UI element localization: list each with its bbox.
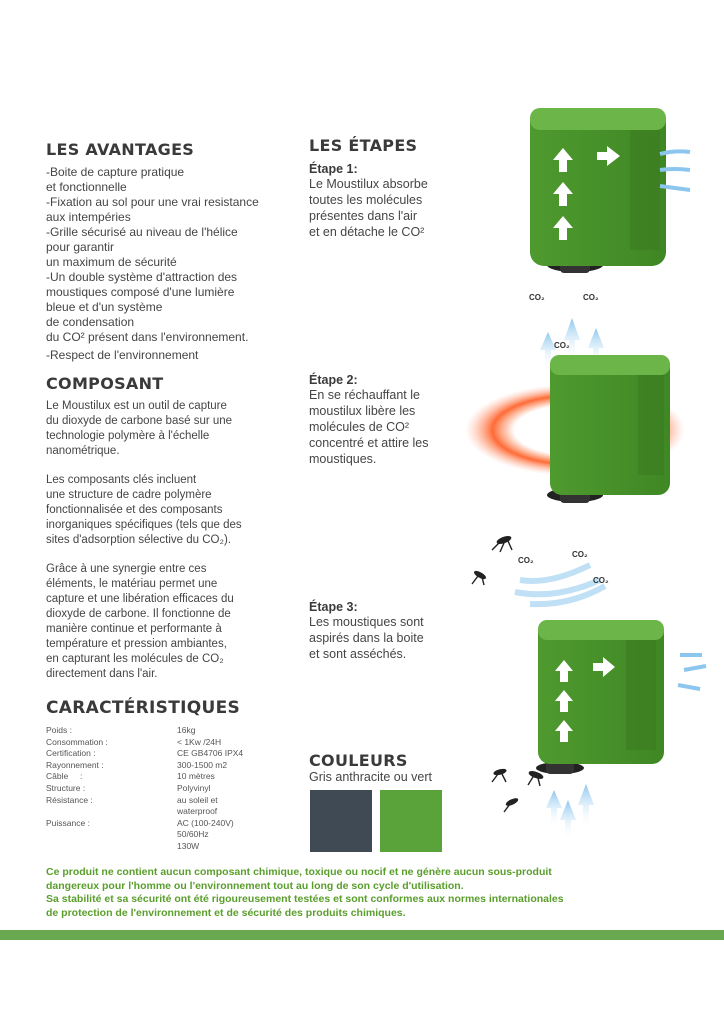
spec-row: Structure : Polyvinyl xyxy=(46,782,211,793)
steps-illustration xyxy=(460,100,724,840)
list-item: et fonctionnelle xyxy=(46,180,127,194)
list-item: aux intempéries xyxy=(46,210,131,224)
swatch-gris-anthracite xyxy=(310,790,372,852)
step-1 xyxy=(309,162,428,240)
spec-row: waterproof xyxy=(177,806,218,817)
co2-label: CO₂ xyxy=(518,556,534,565)
step-3-title: Étape 3: xyxy=(309,600,358,614)
spec-row: Puissance : AC (100-240V) xyxy=(46,817,234,828)
device-step-2 xyxy=(465,355,685,503)
list-item: -Grille sécurisé au niveau de l'hélice xyxy=(46,225,238,239)
mosquitoes-co2-cloud xyxy=(472,535,605,604)
specs-table xyxy=(46,725,286,853)
co2-label: CO₂ xyxy=(593,576,609,585)
co2-label: CO₂ xyxy=(583,293,599,302)
list-item: -Boite de capture pratique xyxy=(46,165,185,179)
composant-paragraph: Les composants clés incluent une structure de cadre polymère fonctionnalisée et des composants inorganiques spécifiques (tels que des sites d'adsorption sélective du CO₂). xyxy=(46,474,242,546)
footer-bar xyxy=(0,930,724,940)
co2-label: CO₂ xyxy=(572,550,588,559)
step-2-text: En se réchauffant le moustilux libère les molécules de CO² concentré et attire les moustiques. xyxy=(309,388,429,466)
step-1-text: Le Moustilux absorbe toutes les molécules présentes dans l'air et en détache le CO² xyxy=(309,177,428,239)
spec-row: Poids : 16kg xyxy=(46,725,196,735)
footer-statement: Ce produit ne contient aucun composant chimique, toxique ou nocif et ne génère aucun sous-produit dangereux pour l'homme ou l'environnement tout au long de son cycle d'utilisation. Sa stabilité et sa sécurité ont été rigoureusement testées et sont conformes aux normes internationales de protection de l'environnement et de sécurité des produits chimiques. xyxy=(46,866,564,919)
spec-row: 130W xyxy=(177,840,200,851)
composant-paragraph: Grâce à une synergie entre ces éléments, le matériau permet une capture et une libération efficaces du dioxyde de carbone. Il fonctionne de manière continue et performante à température et pression ambiantes, en capturant les molécules de CO₂ directement dans l'air. xyxy=(46,563,234,680)
couleurs-title: COULEURS xyxy=(309,751,408,770)
list-item: -Un double système d'attraction des xyxy=(46,270,238,284)
list-item: -Fixation au sol pour une vrai resistance xyxy=(46,195,259,209)
couleurs-subtitle: Gris anthracite ou vert xyxy=(309,770,432,784)
list-item: pour garantir xyxy=(46,240,115,254)
co2-label: CO₂ xyxy=(554,341,570,350)
spec-row: Rayonnement : 300-1500 m2 xyxy=(46,759,228,770)
device-step-1 xyxy=(530,108,690,273)
list-item: -Respect de l'environnement xyxy=(46,348,199,362)
list-item: moustiques composé d'une lumière xyxy=(46,285,235,299)
spec-row: Consommation : < 1Kw /24H xyxy=(46,736,222,747)
composant-title: COMPOSANT xyxy=(46,374,164,393)
step-3-text: Les moustiques sont aspirés dans la boite et sont asséchés. xyxy=(309,615,424,661)
list-item: de condensation xyxy=(46,315,135,329)
swatch-vert xyxy=(380,790,442,852)
spec-row: Câble : 10 mètres xyxy=(46,771,215,782)
list-item: un maximum de sécurité xyxy=(46,255,177,269)
spec-row: Résistance : au soleil et xyxy=(46,794,218,805)
spec-row: Certification : CE GB4706 IPX4 xyxy=(46,748,244,759)
etapes-title: LES ÉTAPES xyxy=(309,136,418,155)
co2-label: CO₂ xyxy=(529,293,545,302)
step-2 xyxy=(309,373,429,467)
avantages-title: LES AVANTAGES xyxy=(46,140,195,159)
step-3 xyxy=(309,600,424,662)
avantages-list xyxy=(46,165,259,363)
step-1-title: Étape 1: xyxy=(309,162,358,176)
list-item: du CO² présent dans l'environnement. xyxy=(46,330,249,344)
caracteristiques-title: CARACTÉRISTIQUES xyxy=(46,698,241,718)
list-item: bleue et d'un système xyxy=(46,300,163,314)
step-2-title: Étape 2: xyxy=(309,373,358,387)
composant-text xyxy=(46,399,242,696)
device-step-3 xyxy=(492,620,706,840)
composant-paragraph: Le Moustilux est un outil de capture du dioxyde de carbone basé sur une technologie polymère à l'échelle nanométrique. xyxy=(46,400,233,457)
spec-row: 50/60Hz xyxy=(177,829,209,840)
